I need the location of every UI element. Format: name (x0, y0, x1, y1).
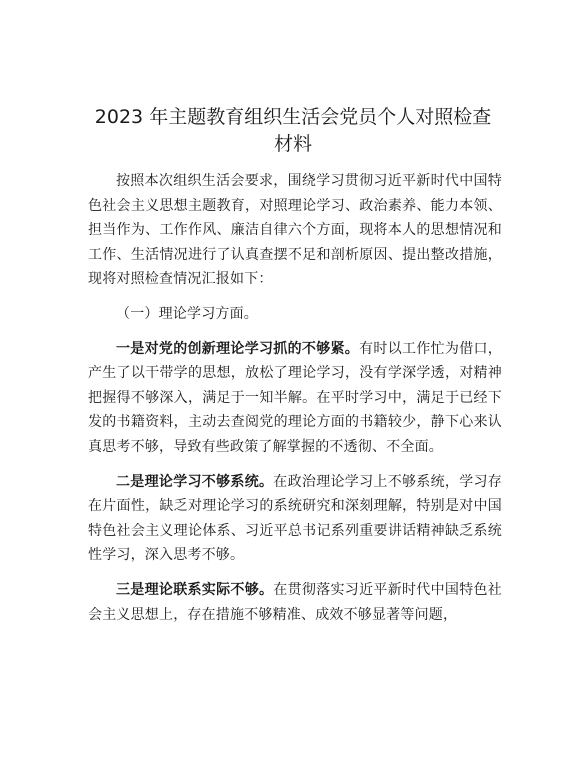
point-2-lead: 二是理论学习不够系统。 (116, 473, 274, 490)
point-3-paragraph (88, 578, 502, 627)
document-body (88, 169, 502, 627)
point-3-text: 在贯彻落实习近平新时代中国特色社会主义思想上，存在措施不够精准、成效不够显著等问题， (88, 581, 502, 623)
point-2-paragraph (88, 470, 502, 568)
point-1-paragraph (88, 337, 502, 460)
document-title-line1: 2023 年主题教育组织生活会党员个人对照检查 (94, 106, 492, 128)
document-title-line2: 材料 (273, 133, 312, 155)
point-3-lead: 三是理论联系实际不够。 (116, 581, 274, 598)
document-title (70, 104, 516, 158)
section-heading-theory-study: （一）理论学习方面。 (116, 305, 258, 322)
intro-paragraph: 按照本次组织生活会要求，围绕学习贯彻习近平新时代中国特色社会主义思想主题教育，对照理论学习、政治素养、能力本领、担当作为、工作作风、廉洁自律六个方面，现将本人的思想情况和工作、生活情况进行了认真查摆不足和剖析原因、提出整改措施，现将对照检查情况汇报如下： (88, 173, 502, 288)
point-2-text: 在政治理论学习上不够系统，学习存在片面性，缺乏对理论学习的系统研究和深刻理解，特别是对中国特色社会主义理论体系、习近平总书记系列重要讲话精神缺乏系统性学习，深入思考不够。 (88, 473, 502, 564)
point-1-lead: 一是对党的创新理论学习抓的不够紧。 (116, 340, 360, 357)
point-1-text: 有时以工作忙为借口，产生了以干带学的思想，放松了理论学习，没有学深学透，对精神把握得不够深入，满足于一知半解。在平时学习中，满足于已经下发的书籍资料，主动去查阅党的理论方面的书籍较少，静下心来认真思考不够，导致有些政策了解掌握的不透彻、不全面。 (88, 340, 503, 455)
